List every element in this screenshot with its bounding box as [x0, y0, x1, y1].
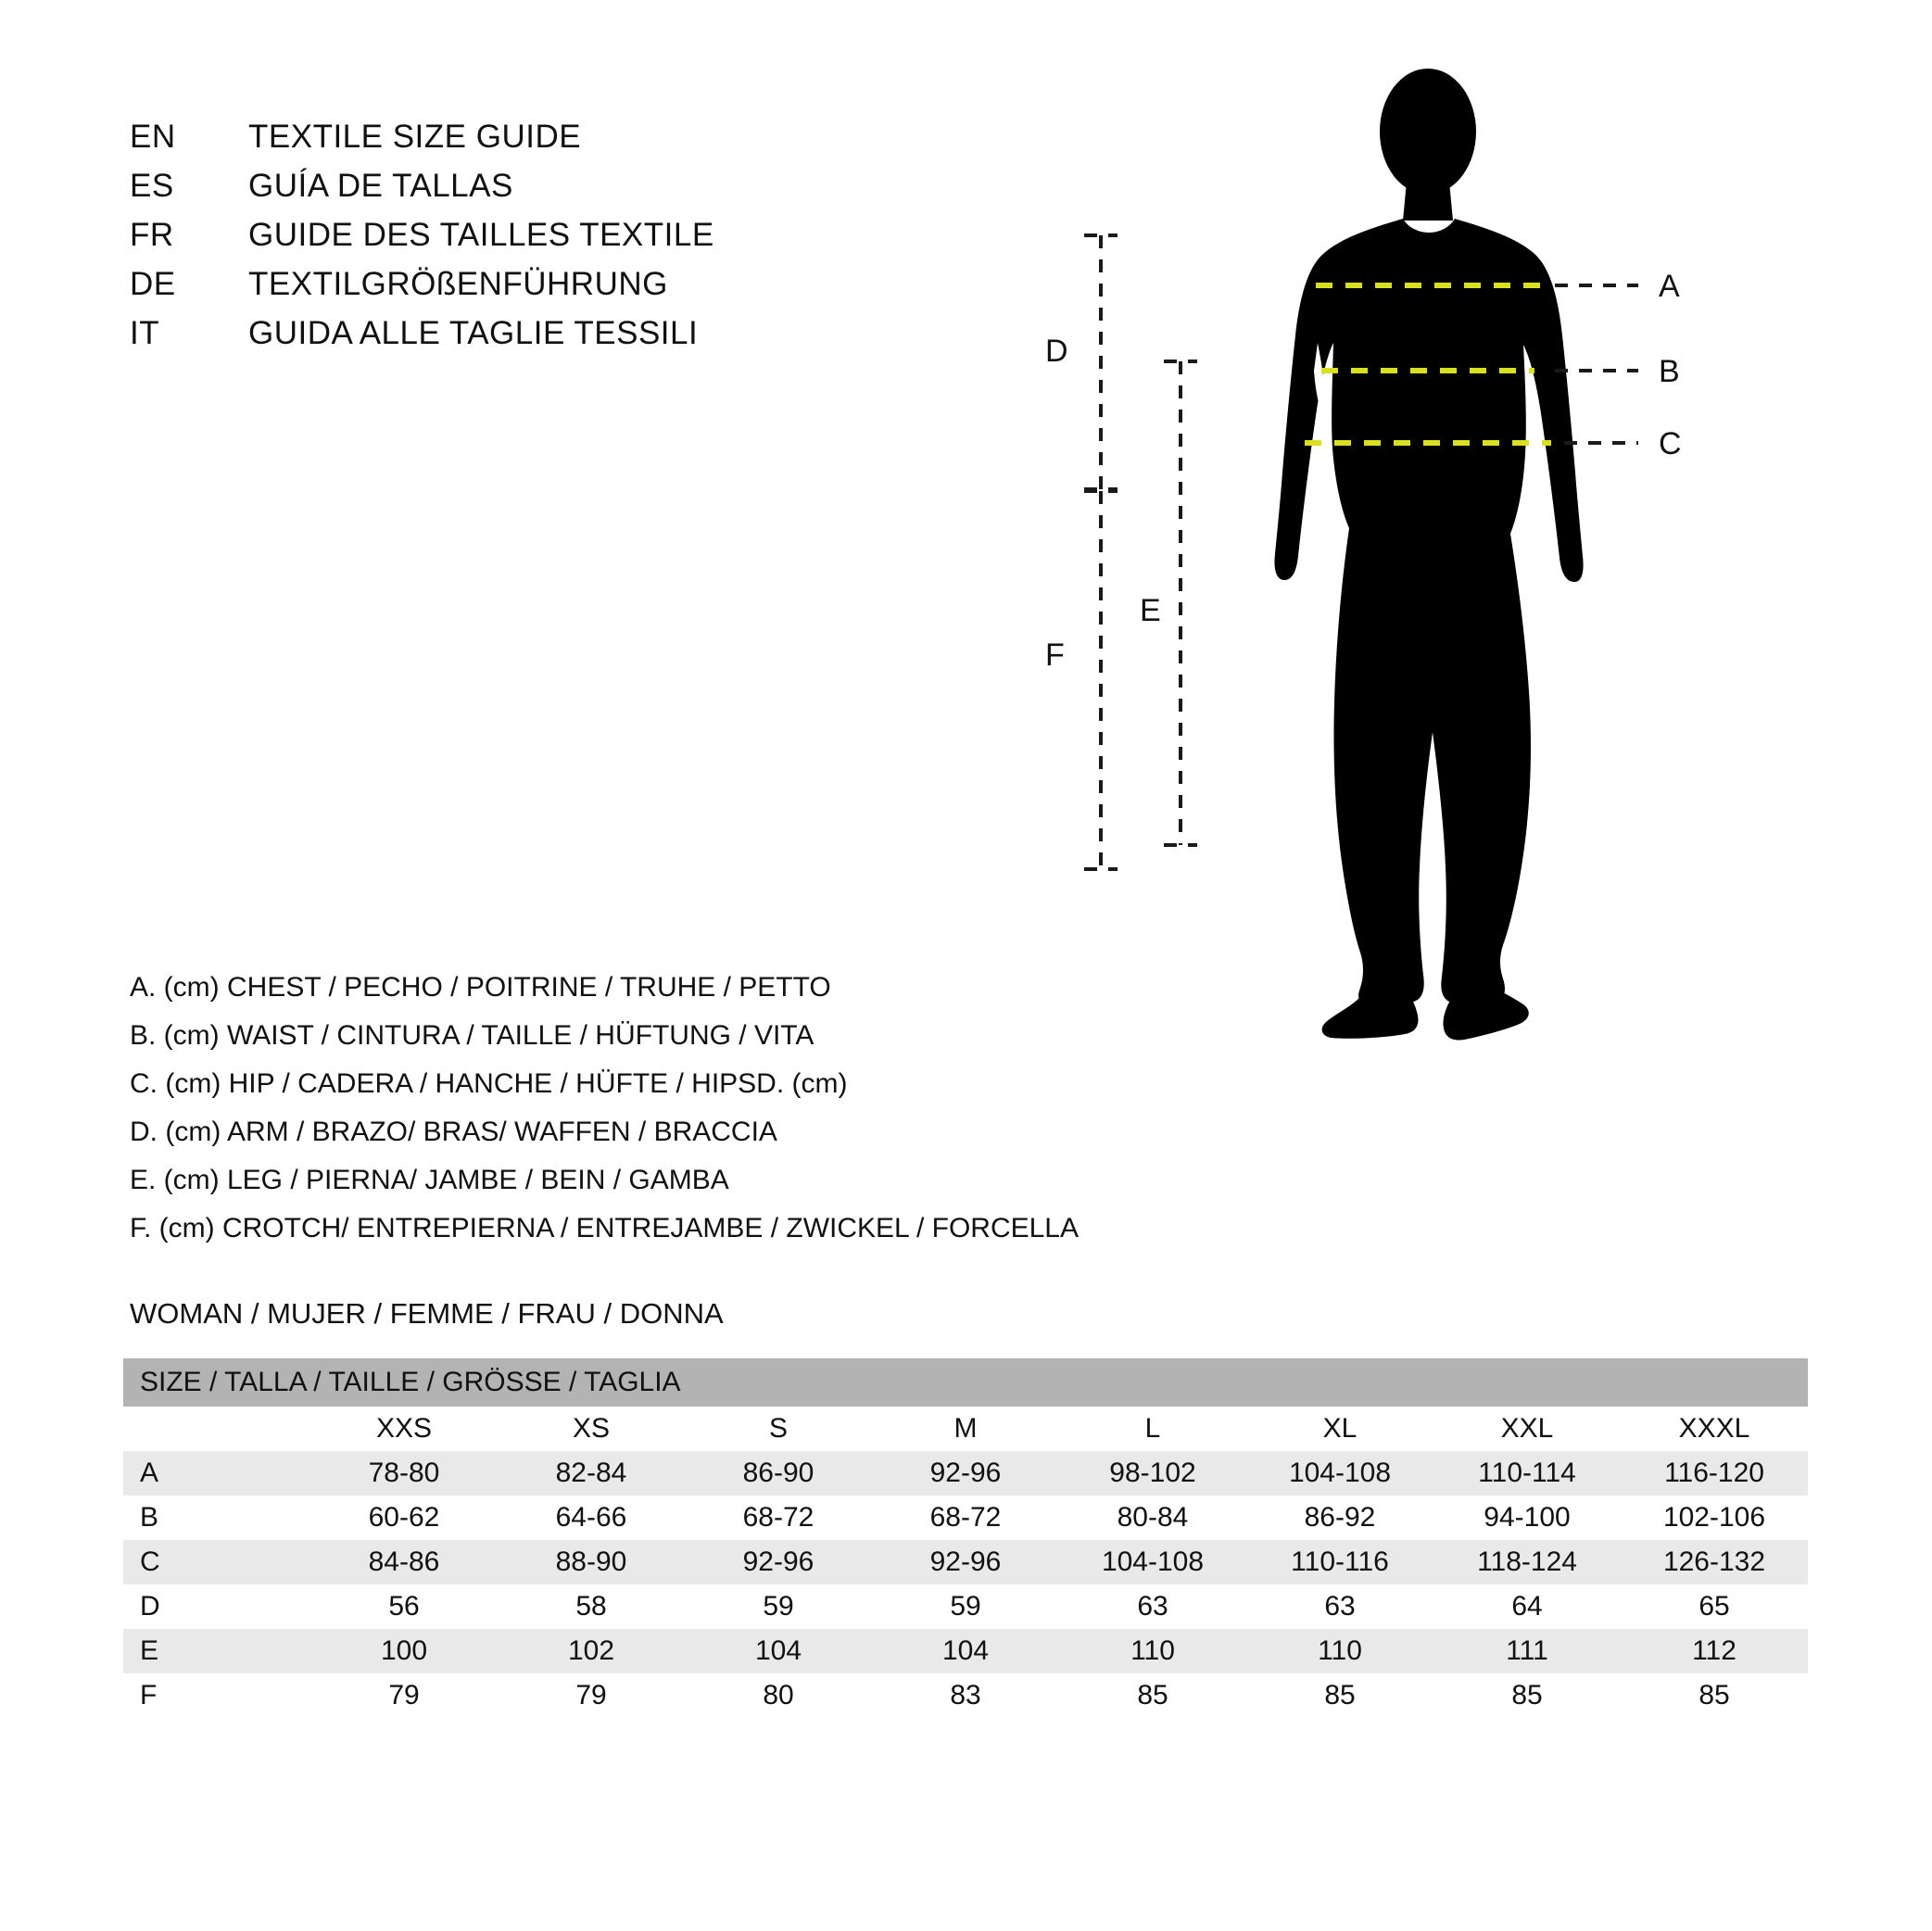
title-block: [130, 119, 964, 364]
cell-d-xxs: 56: [310, 1584, 498, 1629]
table-row: [123, 1451, 1808, 1496]
title-lang-en: EN: [130, 119, 176, 155]
cell-b-xl: 86-92: [1246, 1496, 1433, 1540]
table-header-s: S: [685, 1407, 872, 1451]
table-header-m: M: [872, 1407, 1059, 1451]
title-lang-it: IT: [130, 315, 160, 351]
row-label-a: A: [123, 1451, 310, 1496]
cell-e-xs: 102: [498, 1629, 685, 1673]
table-header-xxl: XXL: [1433, 1407, 1621, 1451]
title-row: [130, 266, 964, 315]
cell-b-m: 68-72: [872, 1496, 1059, 1540]
row-label-d: D: [123, 1584, 310, 1629]
table-row: [123, 1496, 1808, 1540]
cell-c-xxxl: 126-132: [1621, 1540, 1808, 1584]
cell-b-xxl: 94-100: [1433, 1496, 1621, 1540]
legend-item-a: A. (cm) CHEST / PECHO / POITRINE / TRUHE / PETTO: [130, 972, 831, 1003]
table-header-xs: XS: [498, 1407, 685, 1451]
marker-c-label: C: [1659, 426, 1682, 461]
title-row: [130, 168, 964, 217]
marker-a-label: A: [1659, 269, 1680, 304]
legend-item-c: C. (cm) HIP / CADERA / HANCHE / HÜFTE / HIPSD. (cm): [130, 1068, 848, 1099]
cell-e-m: 104: [872, 1629, 1059, 1673]
row-label-b: B: [123, 1496, 310, 1540]
legend-item-f: F. (cm) CROTCH/ ENTREPIERNA / ENTREJAMBE / ZWICKEL / FORCELLA: [130, 1213, 1079, 1243]
cell-d-s: 59: [685, 1584, 872, 1629]
cell-e-xxl: 111: [1433, 1629, 1621, 1673]
cell-b-xxxl: 102-106: [1621, 1496, 1808, 1540]
cell-e-s: 104: [685, 1629, 872, 1673]
cell-c-xxs: 84-86: [310, 1540, 498, 1584]
table-row: [123, 1629, 1808, 1673]
row-label-e: E: [123, 1629, 310, 1673]
title-text-it: GUIDA ALLE TAGLIE TESSILI: [248, 315, 699, 351]
table-row: [123, 1584, 1808, 1629]
table-row: [123, 1540, 1808, 1584]
cell-e-xxs: 100: [310, 1629, 498, 1673]
cell-c-xs: 88-90: [498, 1540, 685, 1584]
crotch-dimension-bracket: [1084, 491, 1118, 869]
cell-a-xs: 82-84: [498, 1451, 685, 1496]
title-row: [130, 217, 964, 266]
table-row: [123, 1673, 1808, 1718]
row-label-f: F: [123, 1673, 310, 1718]
cell-c-m: 92-96: [872, 1540, 1059, 1584]
cell-b-xxs: 60-62: [310, 1496, 498, 1540]
cell-d-xs: 58: [498, 1584, 685, 1629]
title-text-de: TEXTILGRÖßENFÜHRUNG: [248, 266, 668, 302]
title-text-fr: GUIDE DES TAILLES TEXTILE: [248, 217, 714, 253]
cell-c-l: 104-108: [1059, 1540, 1246, 1584]
cell-b-s: 68-72: [685, 1496, 872, 1540]
cell-a-xxxl: 116-120: [1621, 1451, 1808, 1496]
cell-f-l: 85: [1059, 1673, 1246, 1718]
woman-silhouette: [1274, 69, 1583, 1041]
marker-f-label: F: [1045, 637, 1065, 673]
cell-e-xl: 110: [1246, 1629, 1433, 1673]
legend-block: [130, 964, 1223, 1253]
cell-d-xxl: 64: [1433, 1584, 1621, 1629]
cell-c-xl: 110-116: [1246, 1540, 1433, 1584]
cell-f-xxl: 85: [1433, 1673, 1621, 1718]
title-lang-es: ES: [130, 168, 174, 204]
cell-b-xs: 64-66: [498, 1496, 685, 1540]
cell-d-xl: 63: [1246, 1584, 1433, 1629]
marker-d-label: D: [1045, 334, 1068, 369]
legend-item-e: E. (cm) LEG / PIERNA/ JAMBE / BEIN / GAMBA: [130, 1165, 729, 1195]
row-label-c: C: [123, 1540, 310, 1584]
arm-dimension-bracket: [1084, 235, 1118, 489]
cell-e-xxxl: 112: [1621, 1629, 1808, 1673]
table-header-xxxl: XXXL: [1621, 1407, 1808, 1451]
legend-item-b: B. (cm) WAIST / CINTURA / TAILLE / HÜFTUNG / VITA: [130, 1020, 814, 1051]
cell-f-m: 83: [872, 1673, 1059, 1718]
table-band-row: [123, 1358, 1808, 1407]
cell-a-xxl: 110-114: [1433, 1451, 1621, 1496]
title-row: [130, 315, 964, 364]
table-header-xxs: XXS: [310, 1407, 498, 1451]
legend-item-d: D. (cm) ARM / BRAZO/ BRAS/ WAFFEN / BRACCIA: [130, 1117, 777, 1147]
cell-a-m: 92-96: [872, 1451, 1059, 1496]
cell-b-l: 80-84: [1059, 1496, 1246, 1540]
cell-f-xl: 85: [1246, 1673, 1433, 1718]
size-table: [123, 1358, 1808, 1718]
marker-e-label: E: [1140, 593, 1161, 628]
cell-c-xxl: 118-124: [1433, 1540, 1621, 1584]
table-corner-cell: [123, 1407, 310, 1451]
title-text-es: GUÍA DE TALLAS: [248, 168, 513, 204]
cell-f-xs: 79: [498, 1673, 685, 1718]
title-text-en: TEXTILE SIZE GUIDE: [248, 119, 582, 155]
cell-a-xl: 104-108: [1246, 1451, 1433, 1496]
cell-a-s: 86-90: [685, 1451, 872, 1496]
cell-c-s: 92-96: [685, 1540, 872, 1584]
table-header-l: L: [1059, 1407, 1246, 1451]
cell-d-m: 59: [872, 1584, 1059, 1629]
leg-dimension-bracket: [1164, 361, 1197, 845]
cell-e-l: 110: [1059, 1629, 1246, 1673]
cell-d-l: 63: [1059, 1584, 1246, 1629]
marker-b-label: B: [1659, 354, 1680, 389]
title-row: [130, 119, 964, 168]
table-header-xl: XL: [1246, 1407, 1433, 1451]
cell-f-s: 80: [685, 1673, 872, 1718]
group-label: WOMAN / MUJER / FEMME / FRAU / DONNA: [130, 1297, 724, 1330]
cell-d-xxxl: 65: [1621, 1584, 1808, 1629]
cell-f-xxs: 79: [310, 1673, 498, 1718]
table-band-label: SIZE / TALLA / TAILLE / GRÖSSE / TAGLIA: [123, 1358, 1808, 1407]
cell-f-xxxl: 85: [1621, 1673, 1808, 1718]
title-lang-de: DE: [130, 266, 176, 302]
cell-a-xxs: 78-80: [310, 1451, 498, 1496]
table-header-row: [123, 1407, 1808, 1451]
cell-a-l: 98-102: [1059, 1451, 1246, 1496]
title-lang-fr: FR: [130, 217, 174, 253]
